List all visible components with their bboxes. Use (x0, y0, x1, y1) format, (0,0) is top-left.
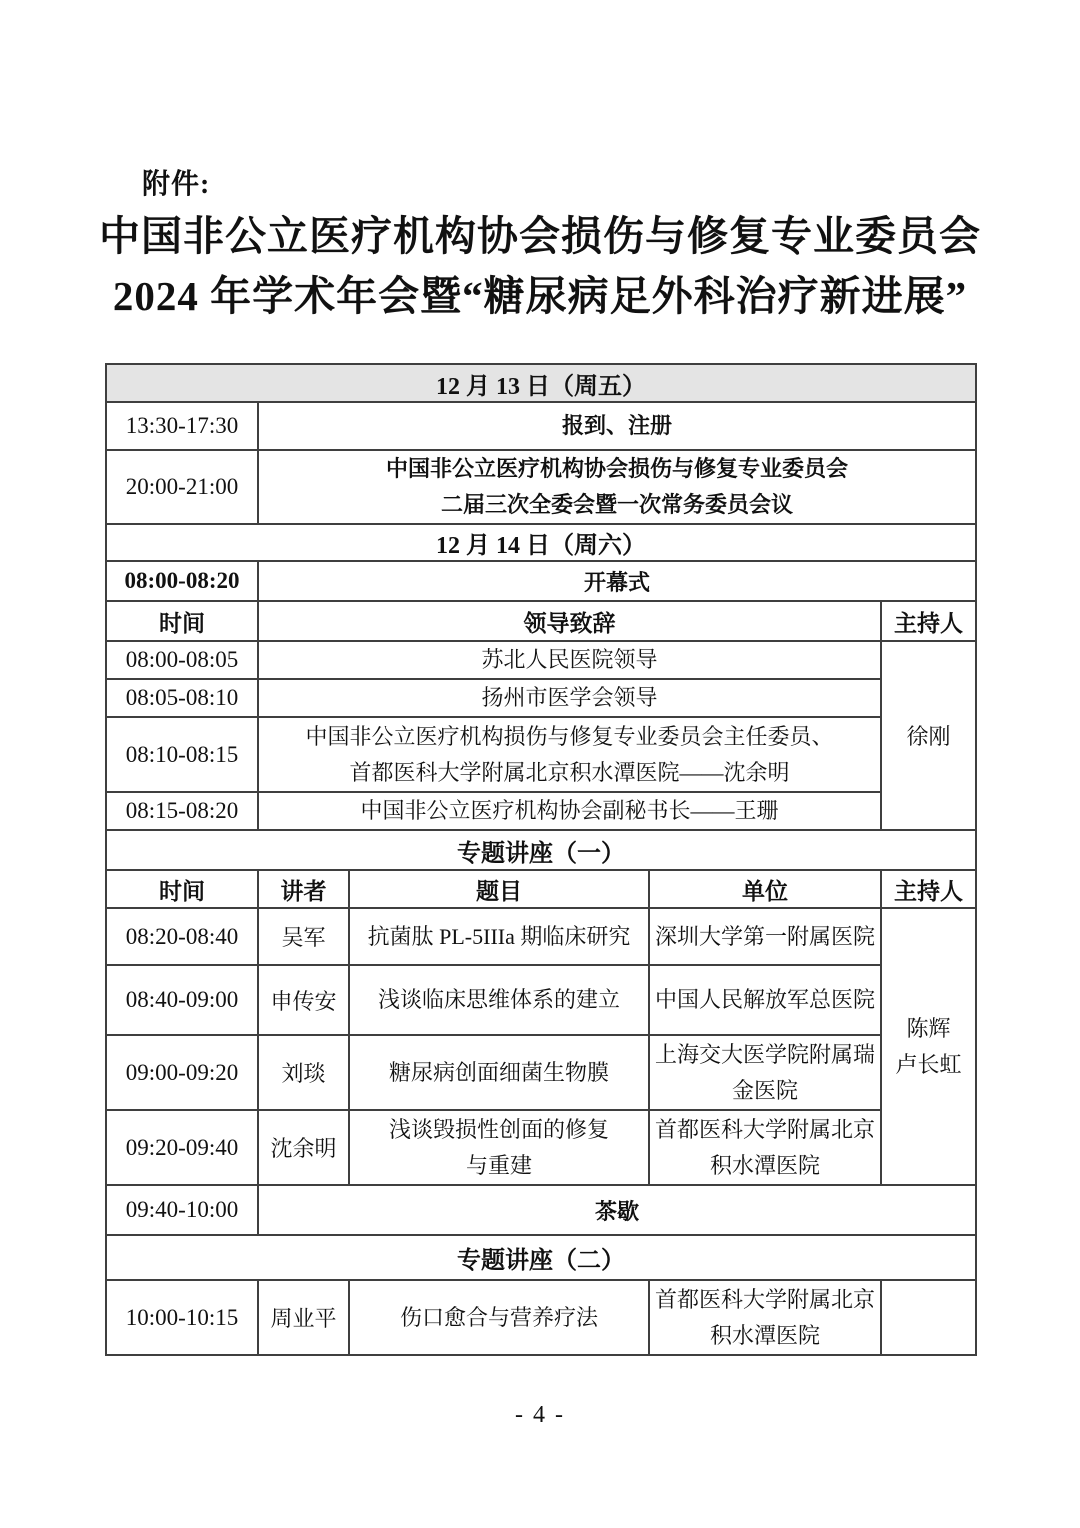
session1-title-row (106, 830, 976, 870)
column-header-speaker: 讲者 (258, 870, 349, 908)
moderator-cell-empty (881, 1280, 976, 1355)
content-line: 苏北人民医院领导 (481, 647, 658, 672)
attachment-label: 附件: (142, 169, 211, 200)
table-row (106, 1035, 976, 1110)
time-cell: 20:00-21:00 (106, 450, 258, 524)
unit-line: 积水潭医院 (709, 1322, 820, 1348)
time-cell: 08:20-08:40 (106, 908, 258, 965)
session1-title: 专题讲座（一） (106, 830, 976, 870)
topic-line: 浅谈毁损性创面的修复 (388, 1116, 609, 1142)
speeches-header-row (106, 601, 976, 641)
break-row (106, 1185, 976, 1235)
unit-cell (649, 908, 881, 965)
table-row (106, 1110, 976, 1185)
time-cell: 08:00-08:05 (106, 641, 258, 679)
content-line: 首都医科大学附属北京积水潭医院——沈余明 (349, 759, 790, 785)
session2-title-row (106, 1235, 976, 1280)
content-cell (258, 641, 881, 679)
moderator-cell: 徐刚 (881, 641, 976, 830)
column-header-moderator: 主持人 (881, 870, 976, 908)
speaker-cell: 沈余明 (258, 1110, 349, 1185)
unit-cell (649, 1035, 881, 1110)
topic-cell (349, 1035, 649, 1110)
unit-cell (649, 1280, 881, 1355)
day2-header-row (106, 524, 976, 561)
day1-header-row (106, 364, 976, 402)
speaker-cell: 周业平 (258, 1280, 349, 1355)
time-cell: 10:00-10:15 (106, 1280, 258, 1355)
page-number: - 4 - (515, 1402, 565, 1428)
unit-line: 首都医科大学附属北京 (654, 1286, 875, 1312)
content-cell (258, 679, 881, 717)
time-cell: 08:10-08:15 (106, 717, 258, 792)
moderator-line: 陈辉 (906, 1015, 951, 1041)
time-cell: 09:40-10:00 (106, 1185, 258, 1235)
unit-line: 积水潭医院 (709, 1152, 820, 1178)
unit-line: 深圳大学第一附属医院 (654, 923, 875, 949)
opening-label: 开幕式 (258, 561, 976, 601)
column-header-unit: 单位 (649, 870, 881, 908)
content-cell (258, 717, 881, 792)
table-row (106, 679, 976, 717)
content-line: 扬州市医学会领导 (481, 685, 658, 710)
topic-line: 糖尿病创面细菌生物膜 (388, 1059, 609, 1085)
day2-header: 12 月 14 日（周六） (106, 524, 976, 561)
topic-cell (349, 1110, 649, 1185)
column-header-moderator: 主持人 (881, 601, 976, 641)
column-header-content: 领导致辞 (258, 601, 881, 641)
topic-line: 与重建 (465, 1152, 532, 1178)
table-row (106, 1280, 976, 1355)
content-line: 报到、注册 (562, 413, 673, 438)
lecture-header-row (106, 870, 976, 908)
table-row (106, 450, 976, 524)
table-row (106, 792, 976, 830)
time-cell: 08:00-08:20 (106, 561, 258, 601)
speaker-cell: 申传安 (258, 965, 349, 1035)
unit-cell (649, 1110, 881, 1185)
speaker-cell: 刘琰 (258, 1035, 349, 1110)
moderator-cell (881, 908, 976, 1185)
unit-line: 首都医科大学附属北京 (654, 1116, 875, 1142)
content-line: 二届三次全委会暨一次常务委员会议 (441, 492, 794, 517)
topic-cell (349, 908, 649, 965)
unit-cell (649, 965, 881, 1035)
time-cell: 08:15-08:20 (106, 792, 258, 830)
content-cell (258, 402, 976, 450)
topic-line: 抗菌肽 PL-5IIIa 期临床研究 (367, 923, 631, 949)
time-cell: 13:30-17:30 (106, 402, 258, 450)
column-header-time: 时间 (106, 870, 258, 908)
content-cell (258, 792, 881, 830)
time-cell: 08:05-08:10 (106, 679, 258, 717)
content-cell (258, 450, 976, 524)
day1-header: 12 月 13 日（周五） (106, 364, 976, 402)
time-cell: 09:20-09:40 (106, 1110, 258, 1185)
unit-line: 上海交大医学院附属瑞 (654, 1041, 875, 1067)
schedule-table (105, 363, 977, 1356)
table-row (106, 402, 976, 450)
unit-line: 金医院 (731, 1077, 798, 1103)
session2-title: 专题讲座（二） (106, 1235, 976, 1280)
content-line: 中国非公立医疗机构协会损伤与修复专业委员会 (386, 456, 849, 481)
page-title (0, 206, 1080, 326)
time-cell: 09:00-09:20 (106, 1035, 258, 1110)
topic-line: 伤口愈合与营养疗法 (399, 1304, 598, 1330)
speaker-cell: 吴军 (258, 908, 349, 965)
time-cell: 08:40-09:00 (106, 965, 258, 1035)
table-row (106, 641, 976, 679)
column-header-time: 时间 (106, 601, 258, 641)
topic-line: 浅谈临床思维体系的建立 (377, 987, 620, 1012)
content-line: 中国非公立医疗机构协会副秘书长——王珊 (360, 798, 779, 823)
table-row (106, 717, 976, 792)
content-line: 中国非公立医疗机构损伤与修复专业委员会主任委员、 (305, 723, 834, 749)
opening-row (106, 561, 976, 601)
page-title-line2: 2024 年学术年会暨“糖尿病足外科治疗新进展” (112, 273, 968, 319)
table-row (106, 965, 976, 1035)
topic-cell (349, 965, 649, 1035)
break-label: 茶歇 (258, 1185, 976, 1235)
table-row (106, 908, 976, 965)
unit-line: 中国人民解放军总医院 (654, 987, 875, 1012)
column-header-topic: 题目 (349, 870, 649, 908)
topic-cell (349, 1280, 649, 1355)
page-title-line1: 中国非公立医疗机构协会损伤与修复专业委员会 (99, 213, 981, 259)
moderator-line: 卢长虹 (895, 1051, 962, 1077)
